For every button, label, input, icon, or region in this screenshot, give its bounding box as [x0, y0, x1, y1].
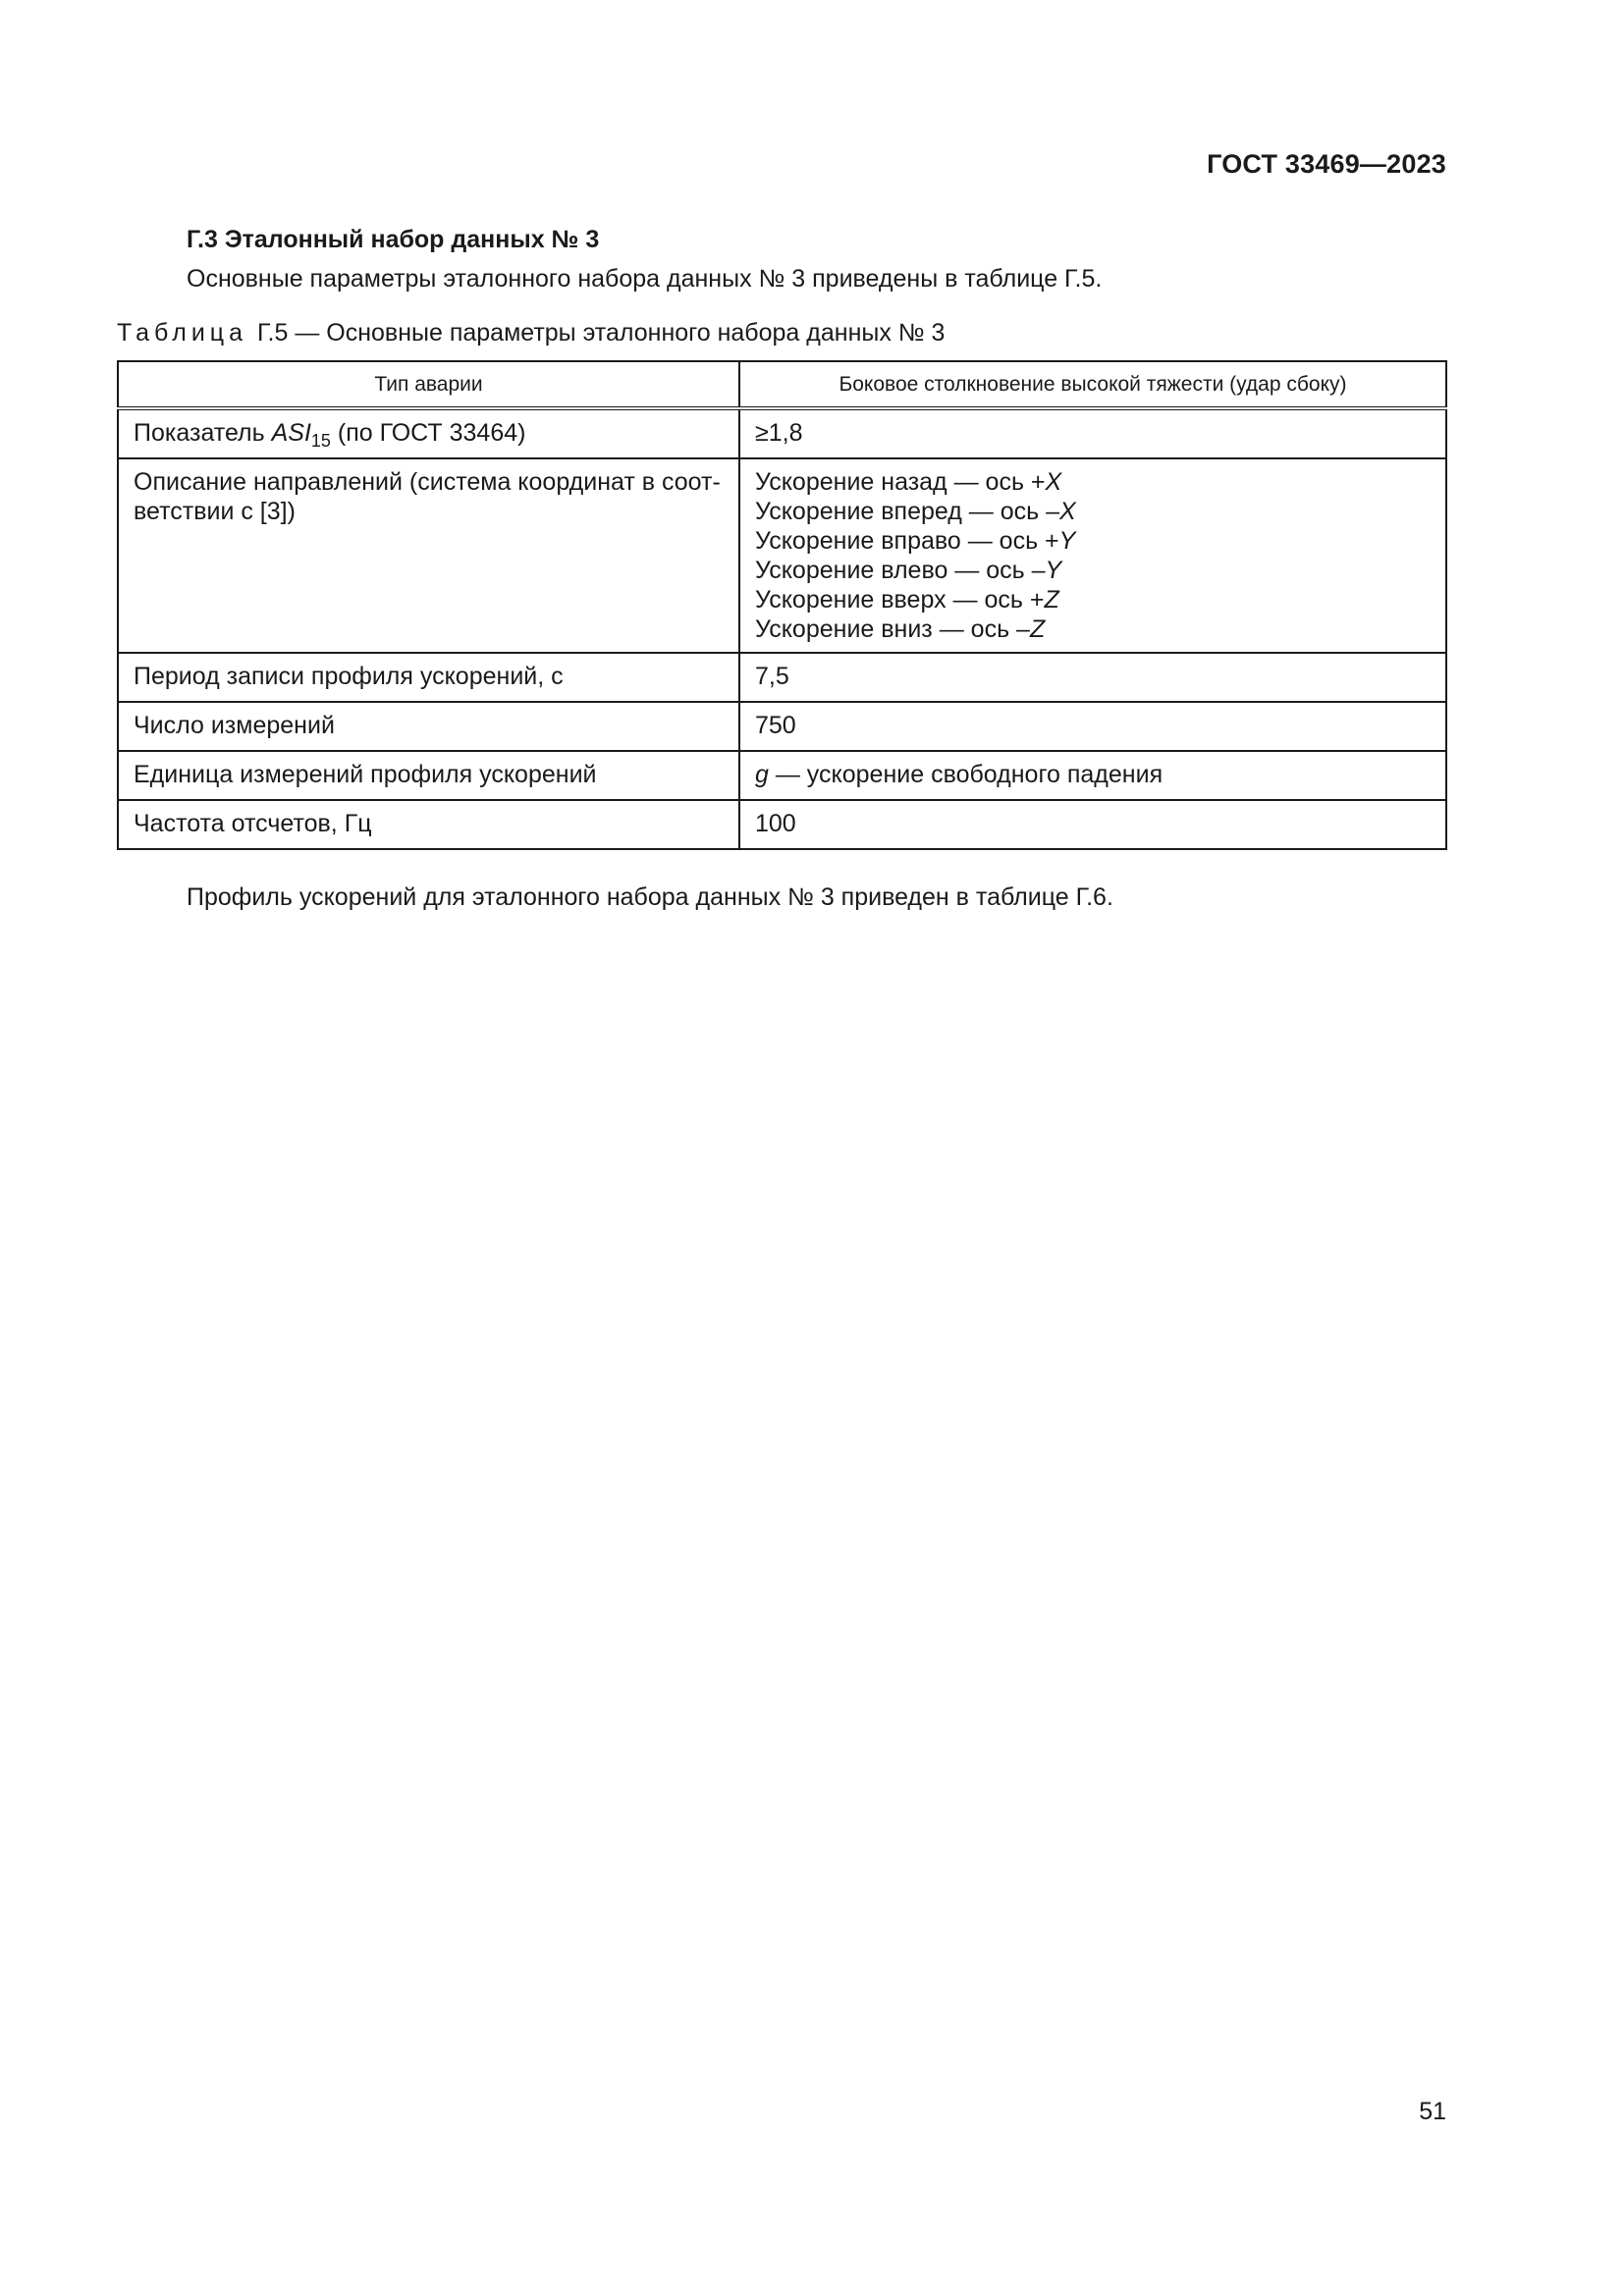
page-number: 51 [1419, 2098, 1446, 2125]
direction-line: Ускорение вправо — ось +Y [755, 527, 1076, 555]
header-cell-crash-description: Боковое столкновение высокой тяжести (удар сбоку) [739, 361, 1446, 408]
table-row [118, 653, 1446, 702]
table-row [118, 751, 1446, 800]
table-header-row [118, 361, 1446, 408]
row-value-sample-rate: 100 [739, 800, 1446, 849]
section-title: Г.3 Эталонный набор данных № 3 [187, 226, 600, 253]
row-value-asi: ≥1,8 [739, 408, 1446, 458]
row-value-unit: g — ускорение свободного падения [739, 751, 1446, 800]
row-label-asi: Показатель $ASI_{15}$ (по ГОСТ 33464) [118, 408, 739, 458]
direction-line: Ускорение вниз — ось –Z [755, 615, 1046, 643]
row-label-sample-rate: Частота отсчетов, Гц [118, 800, 739, 849]
row-value-measurement-count: 750 [739, 702, 1446, 751]
header-cell-crash-type: Тип аварии [118, 361, 739, 408]
direction-line: Ускорение влево — ось –Y [755, 557, 1062, 584]
row-label-record-period: Период записи профиля ускорений, с [118, 653, 739, 702]
table-row [118, 800, 1446, 849]
row-label-measurement-count: Число измерений [118, 702, 739, 751]
standard-designation: ГОСТ 33469—2023 [1207, 149, 1446, 179]
table-row [118, 408, 1446, 458]
row-value-directions [739, 458, 1446, 653]
row-label-directions: Описание направлений (система координат в соот-ветствии с [3]) [118, 458, 739, 653]
table-caption [117, 319, 945, 347]
direction-line: Ускорение вперед — ось –X [755, 498, 1076, 525]
section-intro: Основные параметры эталонного набора данных № 3 приведены в таблице Г.5. [187, 265, 1103, 293]
table-caption-word: Таблица [117, 319, 248, 347]
direction-line: Ускорение назад — ось +X [755, 468, 1062, 496]
table-row [118, 458, 1446, 653]
direction-line: Ускорение вверх — ось +Z [755, 586, 1059, 614]
table-caption-text: Г.5 — Основные параметры эталонного набора данных № 3 [257, 319, 946, 347]
parameters-table [117, 360, 1447, 850]
row-label-unit: Единица измерений профиля ускорений [118, 751, 739, 800]
row-value-record-period: 7,5 [739, 653, 1446, 702]
table-row [118, 702, 1446, 751]
closing-paragraph: Профиль ускорений для эталонного набора данных № 3 приведен в таблице Г.6. [187, 883, 1113, 911]
